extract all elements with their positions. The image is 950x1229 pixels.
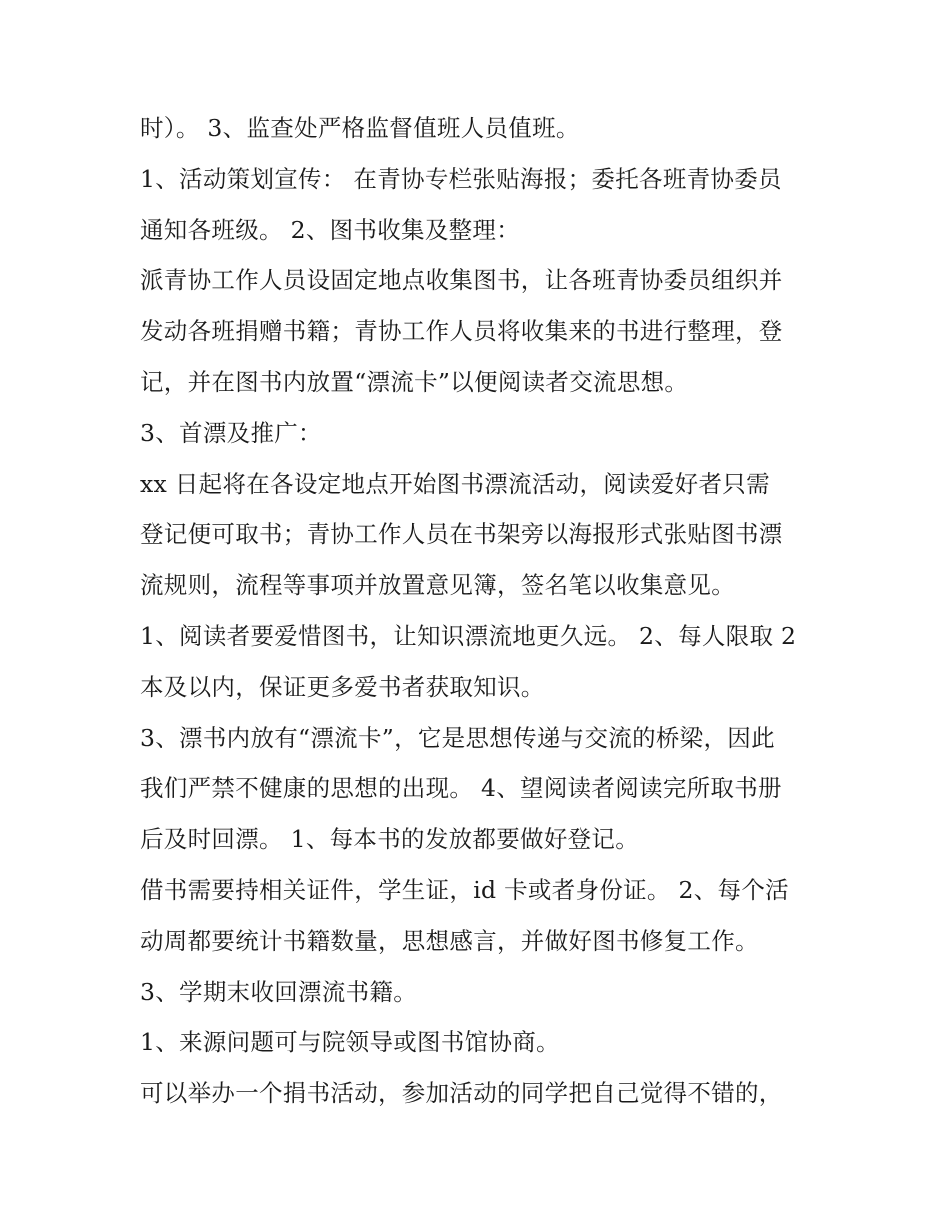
- text-line: 1、阅读者要爱惜图书，让知识漂流地更久远。 2、每人限取 2: [140, 621, 797, 650]
- text-line: 发动各班捐赠书籍；青协工作人员将收集来的书进行整理，登: [140, 317, 783, 346]
- text-line: 流规则，流程等事项并放置意见簿，签名笔以收集意见。: [140, 571, 735, 600]
- text-line: 3、学期末收回漂流书籍。: [140, 977, 418, 1006]
- text-line: 后及时回漂。 1、每本书的发放都要做好登记。: [140, 825, 640, 854]
- text-line: 通知各班级。 2、图书收集及整理：: [140, 215, 521, 244]
- text-line: 派青协工作人员设固定地点收集图书，让各班青协委员组织并: [140, 266, 783, 295]
- text-line: 本及以内，保证更多爱书者获取知识。: [140, 672, 545, 701]
- text-line: 3、首漂及推广：: [140, 418, 322, 447]
- text-line: 1、活动策划宣传： 在青协专栏张贴海报；委托各班青协委员: [140, 164, 782, 193]
- text-line: 记，并在图书内放置“漂流卡”以便阅读者交流思想。: [140, 367, 689, 396]
- text-line: 我们严禁不健康的思想的出现。 4、望阅读者阅读完所取书册: [140, 774, 782, 803]
- text-line: 时）。 3、监查处严格监督值班人员值班。: [140, 114, 580, 142]
- text-line: 借书需要持相关证件，学生证，id 卡或者身份证。 2、每个活: [140, 875, 789, 904]
- text-line: 1、来源问题可与院领导或图书馆协商。: [140, 1028, 560, 1057]
- text-line: 3、漂书内放有“漂流卡”，它是思想传递与交流的桥梁，因此: [140, 723, 775, 752]
- text-line: 可以举办一个捐书活动，参加活动的同学把自己觉得不错的，: [140, 1079, 783, 1108]
- text-line: 动周都要统计书籍数量，思想感言，并做好图书修复工作。: [140, 926, 759, 955]
- document-body: [140, 103, 820, 1119]
- text-line: xx 日起将在各设定地点开始图书漂流活动，阅读爱好者只需: [140, 469, 770, 498]
- text-line: 登记便可取书；青协工作人员在书架旁以海报形式张贴图书漂: [140, 520, 783, 549]
